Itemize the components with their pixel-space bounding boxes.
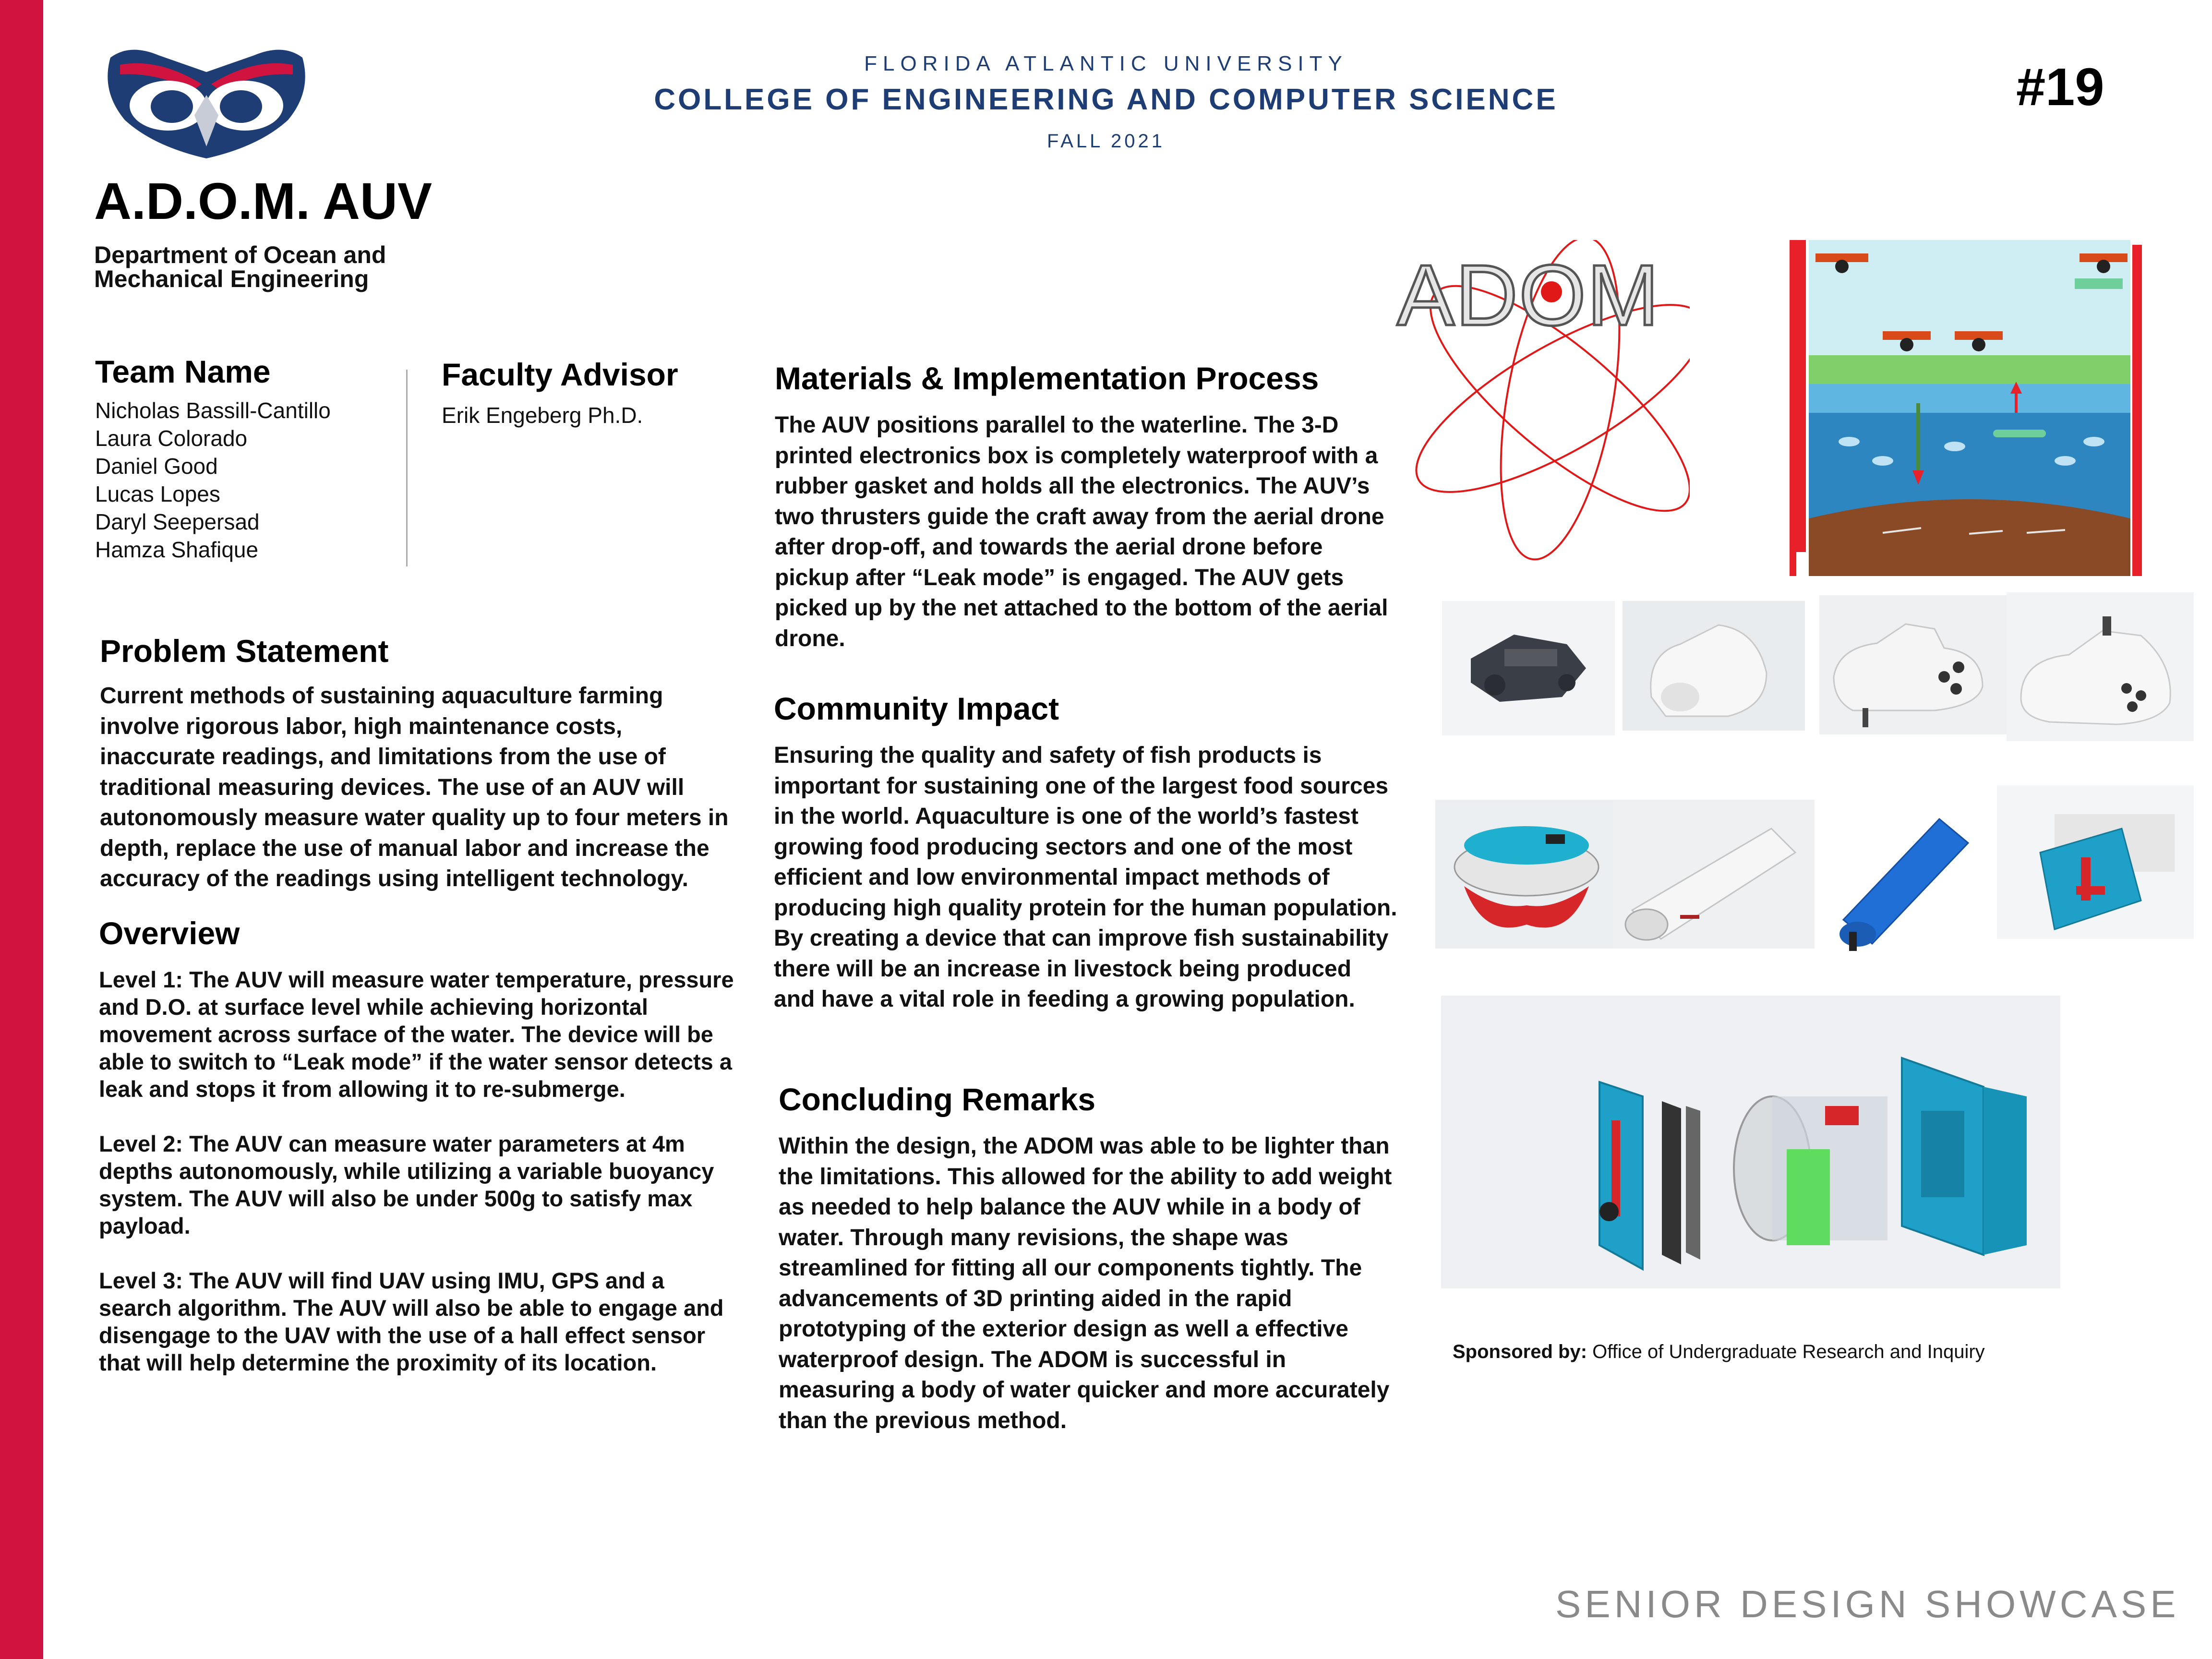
materials-heading: Materials & Implementation Process — [775, 361, 1319, 396]
overview-section — [99, 915, 742, 1376]
adom-logo-text: ADOM — [1397, 247, 1660, 344]
college-name: COLLEGE OF ENGINEERING AND COMPUTER SCIENCE — [654, 83, 1558, 116]
team-heading: Team Name — [95, 354, 271, 389]
part-render-blue-mount — [1997, 785, 2194, 939]
problem-text: Current methods of sustaining aquaculture farming involve rigorous labor, high maintenance costs, inaccurate readings, and limitations from the use of traditional measuring devices. The use of an AUV will autonomously measure water quality up to four meters in depth, replace the use of manual labor and increase the accuracy of the readings using intelligent technology. — [100, 683, 729, 891]
overview-level: Level 1: The AUV will measure water temperature, pressure and D.O. at surface level while achieving horizontal movement across surface of the water. The device will be able to switch to “Leak mode” if the water sensor detects a leak and stops it from allowing it to re-submerge. — [99, 967, 734, 1102]
project-title: A.D.O.M. AUV — [94, 172, 433, 230]
advisor-name: Erik Engeberg Ph.D. — [442, 403, 643, 428]
sponsor-line — [1453, 1341, 1985, 1363]
team-member: Nicholas Bassill-Cantillo — [95, 398, 331, 423]
part-render-thruster-assembly — [1435, 800, 1613, 949]
red-sidebar — [0, 0, 43, 1659]
part-render-electronics-box — [1442, 601, 1615, 735]
divider — [406, 370, 408, 566]
conclusion-section — [779, 1081, 1403, 1436]
problem-heading: Problem Statement — [100, 633, 389, 669]
part-render-blue-tube — [1824, 800, 1987, 953]
team-member: Laura Colorado — [95, 426, 248, 451]
advisor-section — [442, 356, 730, 429]
department: Department of Ocean and Mechanical Engineering — [94, 241, 386, 292]
term: FALL 2021 — [1046, 131, 1165, 152]
poster-number: #19 — [2016, 58, 2104, 117]
conclusion-heading: Concluding Remarks — [779, 1082, 1096, 1117]
overview-heading: Overview — [99, 915, 240, 951]
drone-water-diagram — [1796, 240, 2142, 576]
problem-section — [100, 633, 738, 911]
conclusion-text: Within the design, the ADOM was able to be lighter than the limitations. This allowed for the ability to add weight as needed to help balance the AUV while in a body of water. Through many revisions, the shape was streamlined for fitting all our components tightly. The advancements of 3D printing aided in the rapid prototyping of the exterior design as well a effective waterproof design. The ADOM is successful in measuring a body of water quicker and more accurately than the previous method. — [779, 1133, 1392, 1433]
sponsor-label: Sponsored by: — [1453, 1341, 1587, 1362]
advisor-heading: Faculty Advisor — [442, 357, 678, 392]
exploded-view-render — [1441, 996, 2060, 1288]
team-member: Daryl Seepersad — [95, 509, 260, 534]
team-member: Lucas Lopes — [95, 481, 220, 506]
team-members — [95, 397, 393, 564]
team-section — [95, 353, 393, 564]
team-member: Daniel Good — [95, 454, 218, 479]
part-render-hull-ports — [1819, 595, 2007, 734]
materials-section — [775, 360, 1399, 654]
overview-level: Level 3: The AUV will find UAV using IMU, GPS and a search algorithm. The AUV will also be able to engage and disengage to the UAV with the use of a hall effect sensor that will help determine the proximity of its location. — [99, 1268, 724, 1375]
materials-text: The AUV positions parallel to the waterline. The 3-D printed electronics box is completely waterproof with a rubber gasket and holds all the electronics. The AUV’s two thrusters guide the craft away from the aerial drone after drop-off, and towards the aerial drone before pickup after “Leak mode” is engaged. The AUV gets picked up by the net attached to the bottom of the aerial drone. — [775, 412, 1388, 651]
community-heading: Community Impact — [774, 691, 1059, 726]
community-section — [774, 690, 1398, 1015]
adom-logo — [1392, 240, 1690, 576]
part-render-hull-side — [2007, 592, 2194, 741]
part-render-white-tube — [1613, 800, 1815, 949]
university-name: FLORIDA ATLANTIC UNIVERSITY — [864, 52, 1348, 75]
part-render-hull-shell — [1623, 601, 1805, 731]
overview-level: Level 2: The AUV can measure water parameters at 4m depths autonomously, while utilizing a variable buoyancy system. The AUV will also be under 500g to satisfy max payload. — [99, 1131, 714, 1238]
team-member: Hamza Shafique — [95, 537, 259, 562]
community-text: Ensuring the quality and safety of fish products is important for sustaining one of the largest food sources in the world. Aquaculture is one of the world’s fastest growing food producing sectors and one of the most efficient and low environmental impact methods of producing high quality protein for the human population. By creating a device that can improve fish sustainability there will be an increase in livestock being produced and have a vital role in feeding a growing population. — [774, 743, 1397, 1012]
footer-showcase: SENIOR DESIGN SHOWCASE — [1555, 1583, 2180, 1625]
sponsor-name: Office of Undergraduate Research and Inquiry — [1592, 1341, 1985, 1362]
